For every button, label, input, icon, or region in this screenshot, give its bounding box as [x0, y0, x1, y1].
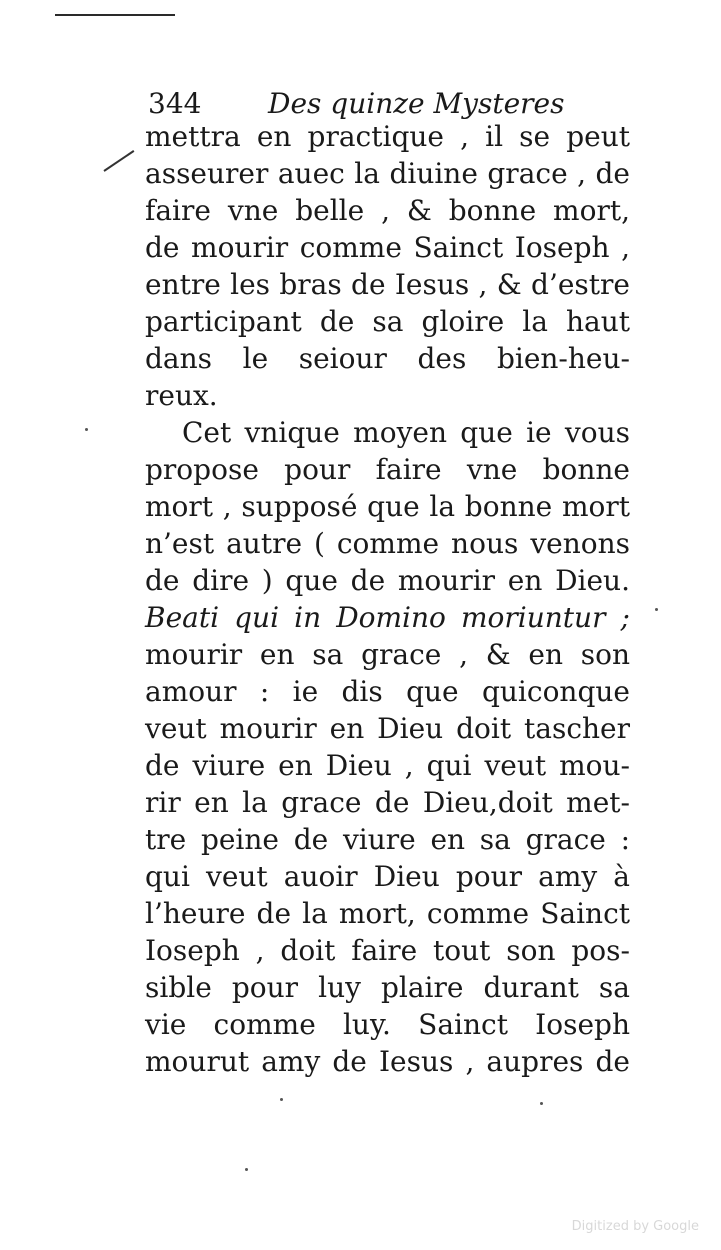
text-line: Cet vnique moyen que ie vous	[182, 416, 630, 449]
text-line: entre les bras de Iesus , & d’estre	[145, 268, 630, 301]
text-line: l’heure de la mort, comme Sainct	[145, 897, 630, 930]
text-line: veut mourir en Dieu doit tascher	[145, 712, 630, 745]
margin-mark	[103, 150, 134, 172]
text-line: Ioseph , doit faire tout son pos-	[145, 934, 630, 967]
running-title: Des quinze Mysteres	[268, 87, 565, 120]
text-line: de viure en Dieu , qui veut mou-	[145, 749, 630, 782]
text-line: qui veut auoir Dieu pour amy à	[145, 860, 630, 893]
text-line: mort , supposé que la bonne mort	[145, 490, 630, 523]
paper-speck	[245, 1168, 248, 1171]
text-line: mourut amy de Iesus , aupres de	[145, 1045, 630, 1078]
text-line: n’est autre ( comme nous venons	[145, 527, 630, 560]
text-line: participant de sa gloire la haut	[145, 305, 630, 338]
text-line: vie comme luy. Sainct Ioseph	[145, 1008, 630, 1041]
text-line: propose pour faire vne bonne	[145, 453, 630, 486]
top-rule	[55, 14, 175, 16]
text-line-latin-quote: Beati qui in Domino moriuntur ;	[145, 601, 630, 634]
text-line: reux.	[145, 379, 218, 412]
text-line: dans le seiour des bien-heu-	[145, 342, 630, 375]
digitization-watermark: Digitized by Google	[571, 1219, 699, 1234]
text-line: asseurer auec la diuine grace , de	[145, 157, 630, 190]
page-number: 344	[148, 87, 202, 120]
text-line: sible pour luy plaire durant sa	[145, 971, 630, 1004]
text-line: rir en la grace de Dieu,doit met-	[145, 786, 630, 819]
text-line: faire vne belle , & bonne mort,	[145, 194, 630, 227]
paper-speck	[540, 1102, 543, 1105]
text-line: de dire ) que de mourir en Dieu.	[145, 564, 630, 597]
paper-speck	[85, 428, 88, 431]
text-line: amour : ie dis que quiconque	[145, 675, 630, 708]
text-line: mettra en practique , il se peut	[145, 120, 630, 153]
text-line: mourir en sa grace , & en son	[145, 638, 630, 671]
text-line: tre peine de viure en sa grace :	[145, 823, 630, 856]
text-line: de mourir comme Sainct Ioseph ,	[145, 231, 630, 264]
paper-speck	[280, 1098, 283, 1101]
paper-speck	[655, 608, 658, 611]
